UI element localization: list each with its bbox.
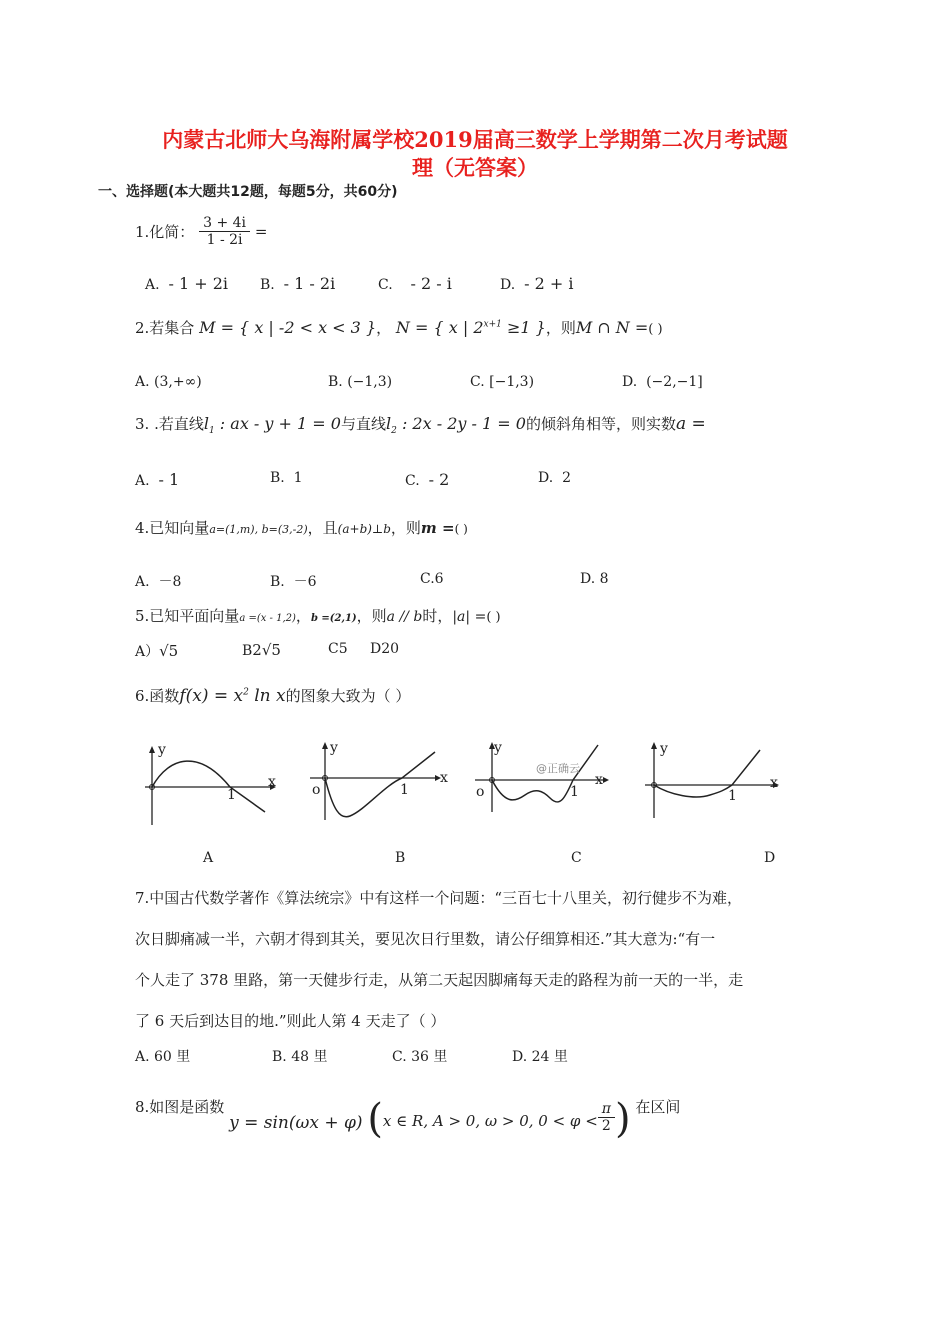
graph-a-y-label: y — [158, 742, 166, 758]
page-title-line2: 理（无答案） — [412, 155, 538, 180]
q7-option-b: B. 48 里 — [272, 1049, 328, 1065]
q2-option-d: D. (−2,−1] — [622, 374, 703, 390]
q7-option-c: C. 36 里 — [392, 1049, 448, 1065]
graph-c — [470, 740, 615, 815]
q4-option-c: C.6 — [420, 571, 444, 587]
question-8: 8.如图是函数 y = sin(ωx + φ) (x ∈ R, A > 0, ω > 0, 0 < φ < $\frac{\pi}{2}$ ) 在区间 — [135, 1096, 681, 1142]
q5-option-c: C5 — [328, 641, 348, 657]
question-4: 4.已知向量a=(1,m), b=(3,-2)，且(a+b)⊥b，则m =( ) — [135, 519, 468, 537]
graph-b-x-label: x — [440, 770, 448, 786]
graph-b-caption: B — [395, 850, 406, 866]
graph-c-one-label: 1 — [570, 784, 579, 800]
graph-b-origin-label: o — [312, 782, 321, 798]
watermark: @正确云 — [536, 762, 580, 775]
question-2: 2.若集合 M = { x | -2 < x < 3 }， N = { x | $2^{x+1} \ge 1$ }，则M ∩ N =( ) — [135, 318, 663, 337]
question-1 — [135, 215, 267, 248]
q5-option-d: D20 — [370, 641, 400, 657]
graph-a-caption: A — [203, 850, 214, 866]
question-7-line-1: 7.中国古代数学著作《算法统宗》中有这样一个问题：“三百七十八里关，初行健步不为难， — [135, 889, 742, 907]
q3-option-b: B. 1 — [270, 470, 303, 486]
graph-d-y-label: y — [660, 741, 668, 757]
graph-b-one-label: 1 — [400, 782, 409, 798]
q2-option-c: C. [−1,3) — [470, 374, 535, 390]
q1-option-b: B. - 1 - 2i — [260, 274, 336, 293]
q3-option-d: D. 2 — [538, 470, 572, 486]
q1-label: 1.化简： — [135, 223, 195, 241]
q3-option-a: A. - 1 — [135, 470, 180, 489]
q2-option-b: B. (−1,3) — [328, 374, 393, 390]
question-5: 5.已知平面向量a =(x - 1,2)，b =(2,1)，则a // b时，|a| =( ) — [135, 607, 501, 625]
question-3: 3. .若直线$l_1$ : ax - y + 1 = 0与直线$l_2$ : 2x - 2y - 1 = 0的倾斜角相等，则实数a = — [135, 414, 706, 437]
graph-b-y-label: y — [330, 740, 338, 756]
q1-option-a: A. - 1 + 2i — [145, 274, 229, 293]
section-heading: 一、选择题(本大题共12题，每题5分，共60分) — [98, 184, 398, 200]
q1-equals: = — [254, 222, 268, 241]
q3-option-c: C. - 2 — [405, 470, 450, 489]
q4-option-b: B. －6 — [270, 574, 317, 590]
graph-a-x-label: x — [268, 774, 276, 790]
question-7-line-3: 个人走了 378 里路，第一天健步行走，从第二天起因脚痛每天走的路程为前一天的一半，走 — [135, 971, 744, 989]
graph-c-origin-label: o — [476, 784, 485, 800]
graph-c-x-label: x — [595, 772, 603, 788]
q1-fraction — [199, 215, 250, 248]
graph-c-caption: C — [571, 850, 582, 866]
graph-d-caption: D — [764, 850, 776, 866]
page-title: 内蒙古北师大乌海附属学校2019届高三数学上学期第二次月考试题 — [162, 127, 788, 152]
q1-numerator: 3 + 4i — [199, 215, 250, 232]
q1-denominator: 1 - 2i — [206, 232, 243, 248]
q4-option-a: A. －8 — [135, 574, 182, 590]
graph-a-one-label: 1 — [227, 787, 236, 803]
q2-option-a: A. (3,+∞) — [135, 374, 202, 390]
q5-option-b: B2√5 — [242, 641, 281, 659]
question-6: 6.函数$f(x) = x^2$ ln x的图象大致为（ ） — [135, 686, 411, 706]
graph-d-one-label: 1 — [728, 788, 737, 804]
graph-d-x-label: x — [770, 775, 778, 791]
q7-option-a: A. 60 里 — [135, 1049, 191, 1065]
graph-b — [305, 740, 450, 825]
question-7-line-2: 次日脚痛减一半，六朝才得到其关，要见次日行里数，请公仔细算相还.”其大意为:“有一 — [135, 930, 716, 948]
question-7-line-4: 了 6 天后到达目的地.”则此人第 4 天走了（ ） — [135, 1012, 446, 1030]
q1-option-d: D. - 2 + i — [500, 274, 574, 293]
q5-option-a: A）√5 — [135, 642, 179, 660]
q4-option-d: D. 8 — [580, 571, 609, 587]
q7-option-d: D. 24 里 — [512, 1049, 568, 1065]
graph-c-y-label: y — [494, 740, 502, 756]
q1-option-c: C. - 2 - i — [378, 274, 452, 293]
